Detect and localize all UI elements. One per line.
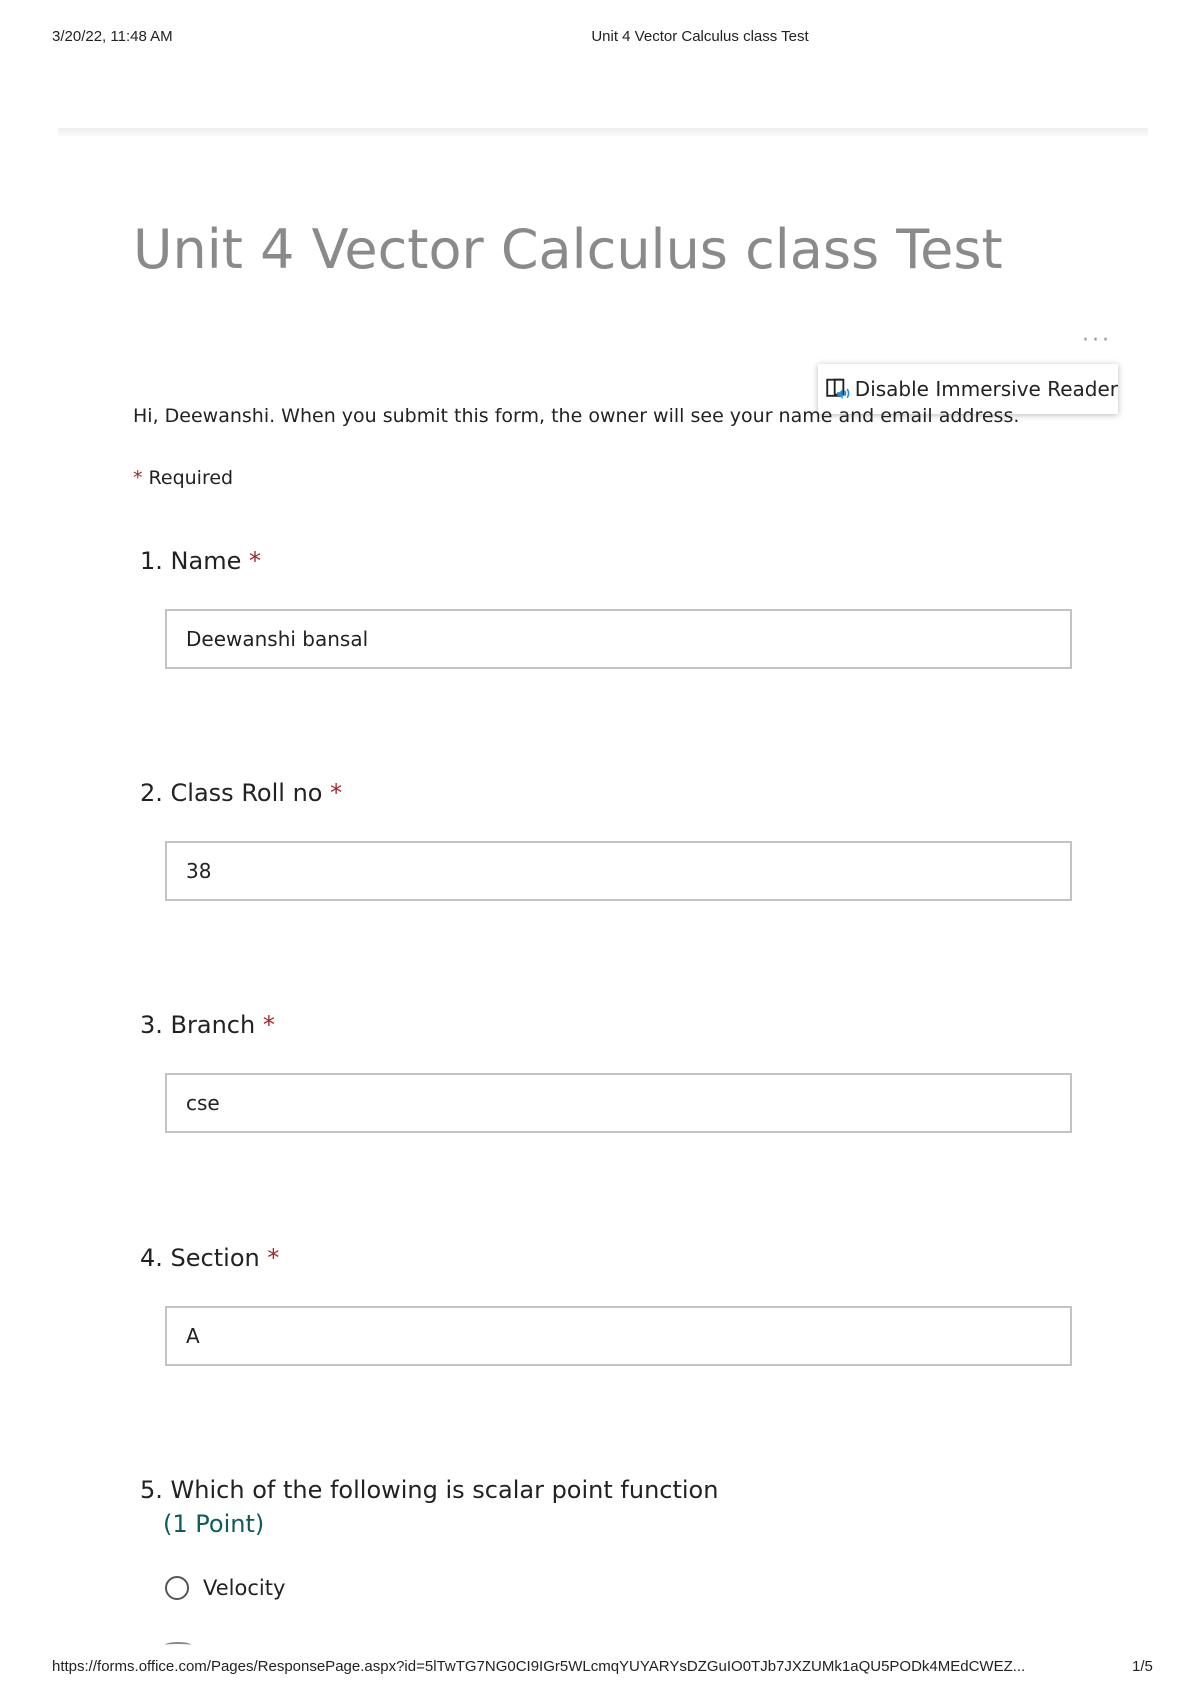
print-datetime: 3/20/22, 11:48 AM [52, 28, 173, 45]
question-label: Section [170, 1244, 260, 1272]
required-star: * [330, 779, 343, 807]
question-5-title [140, 1476, 718, 1504]
name-input[interactable]: Deewanshi bansal [165, 609, 1072, 669]
question-label: Name [170, 547, 242, 575]
section-input[interactable]: A [165, 1306, 1072, 1366]
print-doc-title: Unit 4 Vector Calculus class Test [591, 28, 809, 45]
question-number: 2. [140, 779, 163, 807]
question-number: 4. [140, 1244, 163, 1272]
required-label: Required [148, 467, 234, 489]
question-5-points: (1 Point) [163, 1510, 265, 1538]
form-top-divider [58, 128, 1148, 136]
question-number: 1. [140, 547, 163, 575]
required-star: * [249, 547, 261, 575]
question-3-title [140, 1011, 275, 1039]
question-number: 5. [140, 1476, 163, 1504]
radio-option-velocity[interactable] [165, 1576, 285, 1600]
question-number: 3. [140, 1011, 163, 1039]
question-label: Which of the following is scalar point function [170, 1476, 719, 1504]
ellipsis-icon[interactable]: ··· [1082, 328, 1112, 353]
class-roll-no-input[interactable]: 38 [165, 841, 1072, 901]
form-title: Unit 4 Vector Calculus class Test [133, 218, 1003, 281]
immersive-reader-icon [826, 370, 851, 408]
immersive-reader-label: Disable Immersive Reader [854, 377, 1118, 401]
required-note [133, 467, 233, 489]
print-footer-url: https://forms.office.com/Pages/ResponsePage.aspx?id=5lTwTG7NG0CI9IGr5WLcmqYUYARYsDZGuIO0TJb7JXZUMk1aQU5PODk4MEdCWEZ... [52, 1658, 1026, 1675]
question-2-title [140, 779, 342, 807]
radio-button[interactable] [165, 1642, 191, 1648]
branch-input[interactable]: cse [165, 1073, 1072, 1133]
option-label: Velocity [203, 1576, 286, 1600]
required-star: * [262, 1011, 275, 1039]
radio-button[interactable] [165, 1576, 189, 1600]
required-star: * [267, 1244, 280, 1272]
form-intro: Hi, Deewanshi. When you submit this form, the owner will see your name and email address. [133, 405, 1020, 427]
question-label: Branch [170, 1011, 256, 1039]
print-page-number: 1/5 [1132, 1658, 1153, 1675]
required-star: * [133, 467, 143, 489]
question-label: Class Roll no [170, 779, 323, 807]
question-1-title [140, 547, 261, 575]
question-4-title [140, 1244, 279, 1272]
